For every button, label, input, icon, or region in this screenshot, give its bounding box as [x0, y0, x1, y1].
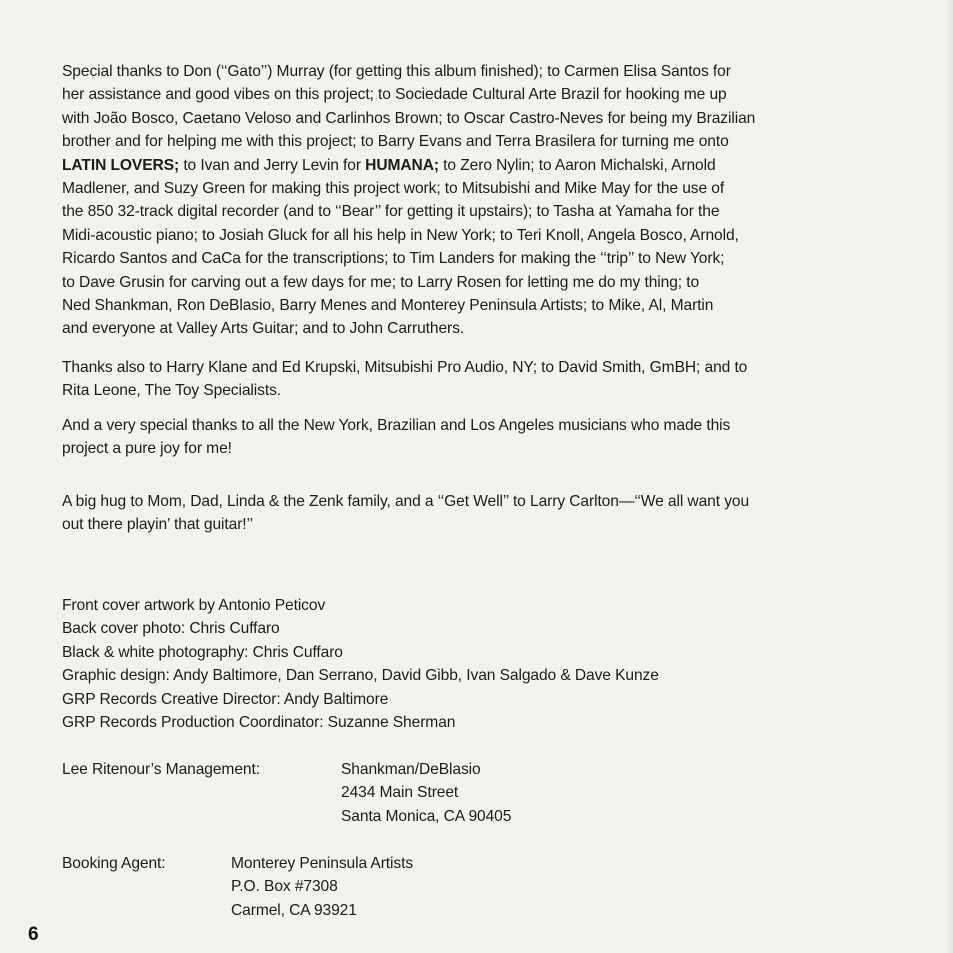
address-line: Monterey Peninsula Artists — [231, 855, 414, 872]
text-line: Ricardo Santos and CaCa for the transcriptions; to Tim Landers for making the ‘‘trip’’ to New York; — [62, 250, 725, 268]
text-line: and everyone at Valley Arts Guitar; and to John Carruthers. — [62, 320, 465, 338]
text-line: her assistance and good vibes on this project; to Sociedade Cultural Arte Brazil for hooking me up — [62, 86, 727, 104]
credit-line: GRP Records Creative Director: Andy Baltimore — [62, 690, 389, 708]
management-label: Lee Ritenour’s Management: — [62, 761, 260, 778]
credits-list — [62, 594, 659, 734]
address-line: Shankman/DeBlasio — [341, 761, 481, 778]
text-line: brother and for helping me with this project; to Barry Evans and Terra Brasilera for turning me onto — [62, 133, 729, 151]
text-line: with João Bosco, Caetano Veloso and Carlinhos Brown; to Oscar Castro-Neves for being my Brazilian — [62, 109, 756, 127]
thanks-paragraph-4 — [62, 490, 912, 537]
booking-address — [231, 852, 413, 922]
text-line: Madlener, and Suzy Green for making this project work; to Mitsubishi and Mike May for the use of — [62, 180, 725, 198]
text-fragment: to Ivan and Jerry Levin for — [179, 156, 366, 174]
text-line: Rita Leone, The Toy Specialists. — [62, 382, 281, 400]
text-line: Special thanks to Don (‘‘Gato’’) Murray (for getting this album finished); to Carmen Elisa Santos for — [62, 63, 731, 80]
text-line: project a pure joy for me! — [62, 440, 232, 458]
album-title-humana: HUMANA; — [365, 156, 439, 174]
thanks-paragraph-1 — [62, 60, 912, 341]
address-line: 2434 Main Street — [341, 784, 459, 802]
album-title-latin-lovers: LATIN LOVERS; — [62, 156, 180, 174]
credit-line: GRP Records Production Coordinator: Suzanne Sherman — [62, 714, 456, 732]
text-line — [62, 154, 912, 177]
page-edge-shadow — [945, 0, 953, 953]
text-line: A big hug to Mom, Dad, Linda & the Zenk family, and a ‘‘Get Well’’ to Larry Carlton—‘‘We all want you — [62, 493, 750, 510]
address-line: Carmel, CA 93921 — [231, 901, 357, 919]
text-fragment: to Zero Nylin; to Aaron Michalski, Arnold — [438, 156, 716, 174]
credit-line: Black & white photography: Chris Cuffaro — [62, 643, 343, 661]
text-line: Thanks also to Harry Klane and Ed Krupski, Mitsubishi Pro Audio, NY; to David Smith, GmBH; and to — [62, 359, 748, 376]
text-line: the 850 32-track digital recorder (and to ‘‘Bear’’ for getting it upstairs); to Tasha at Yamaha for the — [62, 203, 720, 221]
text-line: And a very special thanks to all the New York, Brazilian and Los Angeles musicians who made this — [62, 417, 731, 434]
thanks-paragraph-2 — [62, 356, 912, 403]
credit-line: Graphic design: Andy Baltimore, Dan Serrano, David Gibb, Ivan Salgado & Dave Kunze — [62, 667, 659, 685]
management-address — [341, 758, 511, 828]
text-line: to Dave Grusin for carving out a few days for me; to Larry Rosen for letting me do my thing; to — [62, 273, 700, 291]
booking-label: Booking Agent: — [62, 855, 166, 872]
credit-line: Back cover photo: Chris Cuffaro — [62, 620, 280, 638]
text-line: Ned Shankman, Ron DeBlasio, Barry Menes and Monterey Peninsula Artists; to Mike, Al, Martin — [62, 297, 714, 315]
text-line: out there playin’ that guitar!’’ — [62, 516, 253, 534]
page-number: 6 — [28, 924, 39, 945]
address-line: Santa Monica, CA 90405 — [341, 807, 512, 825]
credit-line: Front cover artwork by Antonio Peticov — [62, 597, 326, 614]
address-line: P.O. Box #7308 — [231, 878, 338, 896]
thanks-paragraph-3 — [62, 414, 912, 461]
text-line: Midi-acoustic piano; to Josiah Gluck for all his help in New York; to Teri Knoll, Angela Bosco, Arnold, — [62, 226, 739, 244]
